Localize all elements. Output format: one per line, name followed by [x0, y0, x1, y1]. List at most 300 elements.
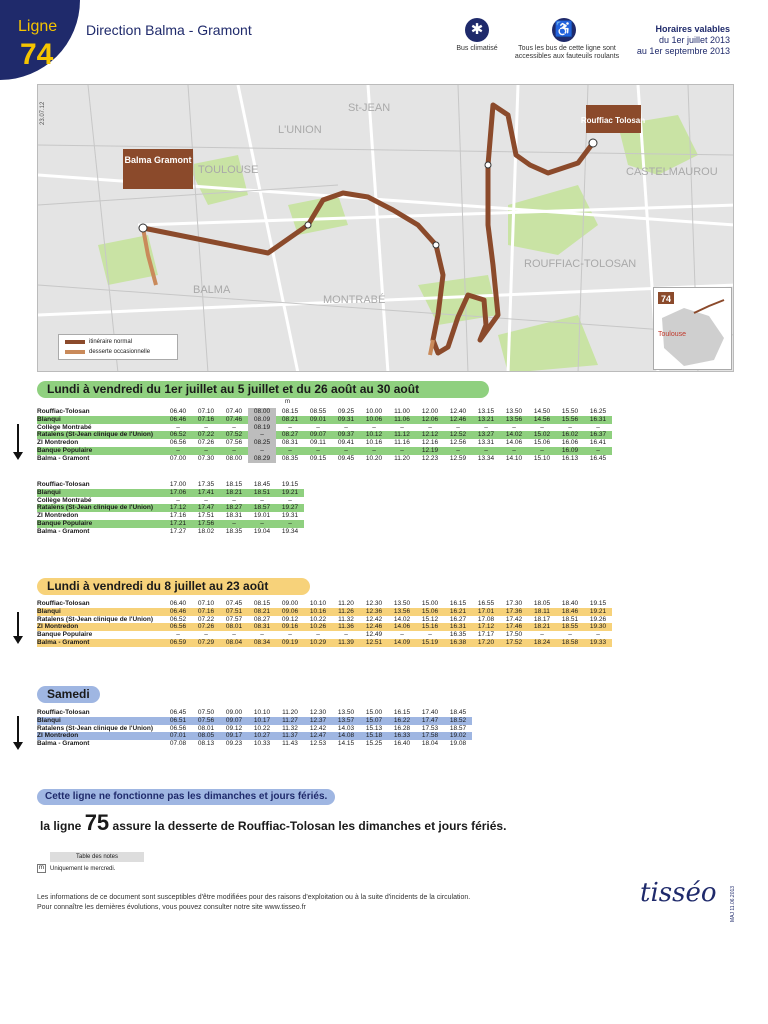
timetable-row — [37, 431, 612, 439]
departure-time: 13.50 — [393, 600, 411, 607]
departure-time: 19.15 — [281, 481, 299, 488]
departure-time: 13.34 — [477, 454, 495, 462]
departure-time: 09.15 — [309, 454, 327, 462]
departure-time: 12.19 — [421, 446, 439, 454]
departure-time: 17.47 — [197, 504, 215, 512]
departure-time: 07.56 — [197, 716, 215, 724]
departure-time: 18.27 — [225, 504, 243, 512]
departure-time: 12.56 — [449, 439, 467, 447]
departure-time: 08.31 — [281, 439, 299, 447]
inset-label: Toulouse — [658, 331, 687, 338]
departure-time: 17.12 — [169, 504, 187, 512]
departure-time: 09.41 — [337, 439, 355, 447]
departure-time: 09.17 — [225, 732, 243, 740]
departure-time: 07.08 — [169, 740, 187, 748]
departure-time: 06.46 — [169, 415, 187, 423]
departure-time: – — [232, 496, 236, 504]
stop-name: Banque Populaire — [37, 631, 93, 639]
departure-time: 18.02 — [197, 527, 215, 535]
departure-time: 14.50 — [533, 408, 551, 415]
departure-time: 15.13 — [365, 724, 383, 732]
departure-time: 08.01 — [197, 724, 215, 732]
departure-time: – — [484, 446, 488, 454]
line-75-prefix: la ligne — [40, 819, 82, 833]
map-place-balma: BALMA — [193, 284, 231, 296]
departure-time: 09.07 — [225, 716, 243, 724]
departure-time: – — [540, 423, 544, 431]
departure-time: 16.31 — [589, 415, 607, 423]
stop-name: ZI Montredon — [37, 439, 79, 447]
update-stamp: MAJ 11.06.2013 — [730, 885, 736, 922]
inset-number: 74 — [660, 294, 672, 304]
stop-name: ZI Montredon — [37, 732, 79, 740]
air-conditioning-label: Bus climatisé — [456, 45, 498, 52]
departure-time: – — [344, 423, 348, 431]
departure-time: 10.10 — [253, 709, 271, 716]
timetable-row — [37, 504, 304, 512]
departure-time: 07.26 — [197, 623, 215, 631]
departure-time: – — [204, 423, 208, 431]
departure-time: 12.46 — [365, 623, 383, 631]
map-place-lunion: L'UNION — [278, 124, 322, 136]
schedule-weekday-early-title: Lundi à vendredi du 1er juillet au 5 juillet et du 26 août au 30 août — [37, 381, 489, 398]
timetable-row — [37, 725, 472, 733]
departure-time: 16.02 — [561, 431, 579, 439]
departure-time: 10.16 — [309, 607, 327, 615]
departure-time: 17.21 — [169, 519, 187, 527]
departure-time: 10.16 — [365, 439, 383, 447]
validity-from: du 1er juillet 2013 — [658, 35, 730, 45]
departure-time: 08.34 — [253, 638, 271, 646]
departure-time: 12.51 — [365, 638, 383, 646]
departure-time: 06.56 — [169, 724, 187, 732]
timetable-row — [37, 408, 612, 416]
departure-time: – — [372, 446, 376, 454]
departure-time: – — [204, 446, 208, 454]
departure-time: 07.46 — [225, 415, 243, 423]
tisseo-logo[interactable]: tisséo — [640, 878, 717, 908]
map-place-rouffiac: ROUFFIAC-TOLOSAN — [524, 258, 637, 270]
departure-time: 18.52 — [449, 716, 467, 724]
line-badge — [0, 0, 80, 80]
departure-time: – — [400, 631, 404, 639]
departure-time: 12.42 — [309, 724, 327, 732]
departure-time: 14.06 — [505, 439, 523, 447]
departure-time: 09.25 — [337, 408, 355, 415]
stop-name: Balma - Gramont — [37, 527, 90, 535]
departure-time: 12.37 — [309, 716, 327, 724]
departure-time: 16.15 — [449, 600, 467, 607]
departure-time: 08.01 — [225, 623, 243, 631]
departure-time: 07.40 — [225, 408, 243, 415]
departure-time: 16.35 — [449, 631, 467, 639]
departure-time: 16.15 — [393, 709, 411, 716]
departure-time: – — [596, 423, 600, 431]
departure-time: 07.16 — [197, 607, 215, 615]
departure-time: 17.40 — [421, 709, 439, 716]
departure-time: 19.01 — [253, 512, 271, 520]
timetable-row — [37, 520, 304, 528]
departure-time: – — [248, 447, 276, 455]
departure-time: 07.52 — [225, 431, 243, 439]
departure-time: 08.35 — [281, 454, 299, 462]
departure-time: 12.36 — [365, 607, 383, 615]
departure-time: 10.33 — [253, 740, 271, 748]
departure-time: 15.19 — [421, 638, 439, 646]
departure-time: 09.31 — [337, 415, 355, 423]
departure-time: 10.26 — [309, 623, 327, 631]
stop-name: Banque Populaire — [37, 446, 93, 454]
departure-time: 13.21 — [477, 415, 495, 423]
timetable-row — [37, 631, 612, 639]
departure-time: – — [232, 631, 236, 639]
departure-time: 10.06 — [365, 415, 383, 423]
departure-time: – — [288, 496, 292, 504]
departure-time: 16.09 — [561, 446, 579, 454]
departure-time: 09.12 — [281, 615, 299, 623]
departure-time: 16.13 — [561, 454, 579, 462]
departure-time: – — [400, 423, 404, 431]
stop-name: Rouffiac-Tolosan — [37, 709, 90, 716]
departure-time: 08.04 — [225, 638, 243, 646]
departure-time: 12.40 — [449, 408, 467, 415]
departure-time: – — [232, 423, 236, 431]
map-terminus-start: Balma Gramont — [124, 155, 192, 165]
departure-time: 09.16 — [281, 623, 299, 631]
departure-time: 18.15 — [225, 481, 243, 488]
disclaimer-line-1: Les informations de ce document sont susceptibles d'être modifiées pour des raisons d'exploitation ou à la suite d'incidents de la circulation. — [37, 894, 471, 901]
departure-time: 12.12 — [421, 431, 439, 439]
departure-time: 17.52 — [505, 638, 523, 646]
departure-time: 11.43 — [282, 740, 298, 748]
map-legend — [58, 334, 178, 360]
schedule-summer-title: Lundi à vendredi du 8 juillet au 23 août — [37, 578, 310, 595]
timetable-row — [37, 481, 304, 489]
departure-time: – — [204, 631, 208, 639]
departure-time: 16.25 — [589, 408, 607, 415]
departure-time: 07.22 — [197, 615, 215, 623]
departure-time: – — [316, 423, 320, 431]
departure-time: 11.26 — [338, 607, 354, 615]
departure-time: 15.25 — [365, 740, 383, 748]
departure-time: 09.12 — [225, 724, 243, 732]
departure-time: 15.02 — [533, 431, 551, 439]
no-sunday-service-notice: Cette ligne ne fonctionne pas les dimanches et jours fériés. — [37, 789, 335, 805]
departure-time: 17.58 — [421, 732, 439, 740]
departure-time: 16.22 — [393, 716, 411, 724]
departure-time: – — [596, 631, 600, 639]
departure-time: 11.36 — [338, 623, 354, 631]
departure-time: 19.31 — [281, 512, 299, 520]
timetable-row — [37, 512, 304, 520]
departure-time: 17.01 — [477, 607, 495, 615]
disclaimer — [37, 893, 470, 913]
departure-time: 10.00 — [365, 408, 383, 415]
departure-time: – — [400, 446, 404, 454]
validity-title: Horaires valables — [655, 24, 730, 34]
departure-time: – — [176, 423, 180, 431]
departure-time: 16.40 — [393, 740, 411, 748]
departure-time: 18.11 — [534, 607, 550, 615]
departure-time: 07.50 — [197, 709, 215, 716]
direction-arrow-1 — [13, 424, 23, 460]
line-75-number: 75 — [84, 810, 110, 835]
timetable-row — [37, 424, 612, 432]
departure-time: – — [428, 631, 432, 639]
departure-time: 11.20 — [394, 454, 410, 462]
departure-time: 11.27 — [282, 716, 298, 724]
timetable-row — [37, 489, 304, 497]
departure-time: 12.30 — [365, 600, 383, 607]
departure-time: 16.21 — [449, 607, 467, 615]
departure-time: 09.01 — [309, 415, 327, 423]
departure-time: 18.05 — [533, 600, 551, 607]
stop-name: Banque Populaire — [37, 519, 93, 527]
departure-time: 10.10 — [309, 600, 327, 607]
departure-time: 19.26 — [589, 615, 607, 623]
departure-time: 07.16 — [197, 415, 215, 423]
departure-time: 18.45 — [253, 481, 271, 488]
departure-time: 13.56 — [505, 415, 523, 423]
stop-name: Rouffiac-Tolosan — [37, 481, 90, 488]
timetable-row — [37, 600, 612, 608]
departure-time: – — [540, 446, 544, 454]
departure-time: – — [512, 423, 516, 431]
departure-time: – — [260, 519, 264, 527]
departure-time: 14.10 — [505, 454, 523, 462]
departure-time: 17.56 — [197, 519, 215, 527]
departure-time: 14.15 — [337, 740, 355, 748]
departure-time: 08.25 — [248, 439, 276, 447]
departure-time: 10.22 — [253, 724, 271, 732]
timetable-row — [37, 623, 612, 631]
departure-time: 12.42 — [365, 615, 383, 623]
departure-time: 11.16 — [394, 439, 410, 447]
stop-name: Blanqui — [37, 607, 61, 615]
departure-time: 14.06 — [393, 623, 411, 631]
departure-time: 19.21 — [589, 607, 607, 615]
departure-time: 18.58 — [561, 638, 579, 646]
departure-time: 06.52 — [169, 431, 187, 439]
departure-time: 08.00 — [225, 454, 243, 462]
departure-time: 07.01 — [169, 732, 187, 740]
schedule-weekday-early-table-1 — [37, 408, 612, 463]
departure-time: – — [596, 446, 600, 454]
map-place-montrabe: MONTRABÉ — [323, 294, 386, 306]
schedule-saturday-table — [37, 709, 472, 748]
timetable-row — [37, 639, 612, 647]
departure-time: 18.04 — [421, 740, 439, 748]
departure-time: 18.35 — [225, 527, 243, 535]
departure-time: – — [260, 496, 264, 504]
departure-time: 07.00 — [169, 454, 187, 462]
departure-time: 10.29 — [309, 638, 327, 646]
departure-time: 16.41 — [589, 439, 607, 447]
timetable-row — [37, 416, 612, 424]
departure-time: 08.29 — [248, 455, 276, 463]
departure-time: 15.18 — [365, 732, 383, 740]
stop-name: Rataïens (St-Jean clinique de l'Union) — [37, 615, 154, 623]
departure-time: 08.21 — [281, 415, 299, 423]
departure-time: 14.09 — [393, 638, 411, 646]
timetable-row — [37, 616, 612, 624]
map-place-saint-jean: St-JEAN — [348, 102, 391, 114]
departure-time: 16.55 — [477, 600, 495, 607]
departure-time: – — [260, 631, 264, 639]
notes-text: Uniquement le mercredi. — [50, 865, 116, 872]
departure-time: 09.23 — [225, 740, 243, 748]
departure-time: 07.30 — [197, 454, 215, 462]
departure-time: 15.00 — [365, 709, 383, 716]
departure-time: 07.10 — [197, 600, 215, 607]
stop-name: Rouffiac-Tolosan — [37, 600, 90, 607]
departure-time: 19.30 — [589, 623, 607, 631]
departure-time: 11.00 — [394, 408, 410, 415]
air-conditioning-icon: ✱ — [465, 18, 489, 42]
departure-time: 17.50 — [505, 631, 523, 639]
departure-time: 06.59 — [169, 638, 187, 646]
departure-time: – — [344, 446, 348, 454]
departure-time: 12.06 — [421, 415, 439, 423]
stop-name: Blanqui — [37, 488, 61, 496]
departure-time: 19.33 — [589, 638, 607, 646]
departure-time: 16.31 — [449, 623, 467, 631]
departure-time: 09.06 — [281, 607, 299, 615]
departure-time: 07.10 — [197, 408, 215, 415]
direction-title: Direction Balma - Gramont — [86, 22, 252, 38]
departure-time: – — [232, 519, 236, 527]
departure-time: 06.56 — [169, 623, 187, 631]
departure-time: – — [316, 631, 320, 639]
departure-time: 12.49 — [365, 631, 383, 639]
timetable-row — [37, 608, 612, 616]
departure-time: 11.20 — [282, 709, 298, 716]
departure-time: 17.12 — [477, 623, 495, 631]
direction-arrow-2 — [13, 612, 23, 648]
departure-time: 18.17 — [533, 615, 551, 623]
departure-time: 06.40 — [169, 600, 187, 607]
departure-time: 08.19 — [248, 424, 276, 432]
departure-time: – — [248, 431, 276, 439]
departure-time: – — [372, 423, 376, 431]
stop-name: Blanqui — [37, 415, 61, 423]
wheelchair-icon: ♿ — [552, 18, 576, 42]
departure-time: 08.31 — [253, 623, 271, 631]
departure-time: 06.46 — [169, 607, 187, 615]
note-marker: m — [285, 399, 290, 405]
map-canvas — [38, 85, 734, 372]
departure-time: 19.04 — [253, 527, 271, 535]
departure-time: – — [176, 496, 180, 504]
direction-arrow-3 — [13, 716, 23, 752]
departure-time: – — [316, 446, 320, 454]
departure-time: 19.34 — [281, 527, 299, 535]
departure-time: 16.28 — [393, 724, 411, 732]
departure-time: 16.06 — [561, 439, 579, 447]
line-75-notice — [40, 810, 506, 836]
stop-name: Rataïens (St-Jean clinique de l'Union) — [37, 431, 154, 439]
departure-time: 08.05 — [197, 732, 215, 740]
departure-time: 09.37 — [337, 431, 355, 439]
departure-time: 07.56 — [225, 439, 243, 447]
departure-time: 08.27 — [281, 431, 299, 439]
departure-time: – — [288, 519, 292, 527]
departure-time: 09.11 — [310, 439, 326, 447]
schedule-weekday-early-table-2 — [37, 481, 304, 536]
departure-time: 06.51 — [169, 716, 187, 724]
departure-time: 17.16 — [169, 512, 187, 520]
line-label: Ligne — [18, 18, 58, 35]
departure-time: 12.00 — [421, 408, 439, 415]
departure-time: 18.40 — [561, 600, 579, 607]
departure-time: – — [484, 423, 488, 431]
departure-time: 17.36 — [505, 607, 523, 615]
notes-marker: m — [39, 865, 44, 871]
departure-time: 16.38 — [449, 638, 467, 646]
departure-time: 07.26 — [197, 439, 215, 447]
map-date-stamp: 23.07.12 — [40, 101, 46, 125]
departure-time: 17.53 — [421, 724, 439, 732]
stop-name: Collège Montrabé — [37, 496, 92, 504]
departure-time: 16.37 — [589, 431, 607, 439]
notes-header: Table des notes — [50, 852, 144, 862]
departure-time: 15.12 — [421, 615, 439, 623]
departure-time: 15.07 — [365, 716, 383, 724]
timetable-row — [37, 709, 472, 717]
departure-time: 13.27 — [477, 431, 495, 439]
inset-canvas — [654, 288, 733, 371]
departure-time: – — [512, 446, 516, 454]
departure-time: 15.06 — [421, 607, 439, 615]
departure-time: 15.10 — [533, 454, 551, 462]
departure-time: – — [456, 446, 460, 454]
departure-time: 15.00 — [421, 600, 439, 607]
departure-time: 18.51 — [561, 615, 579, 623]
route-map — [37, 84, 734, 372]
departure-time: 09.00 — [225, 709, 243, 716]
departure-time: 12.46 — [449, 415, 467, 423]
timetable-row — [37, 732, 472, 740]
stop-name: ZI Montredon — [37, 512, 79, 520]
timetable-row — [37, 497, 304, 505]
departure-time: 13.31 — [477, 439, 495, 447]
departure-time: 08.09 — [248, 416, 276, 424]
departure-time: 08.15 — [281, 408, 299, 415]
departure-time: 10.27 — [253, 732, 271, 740]
departure-time: 18.21 — [225, 488, 243, 496]
stop-name: Rataïens (St-Jean clinique de l'Union) — [37, 724, 154, 732]
departure-time: – — [288, 423, 292, 431]
departure-time: – — [456, 423, 460, 431]
departure-time: 17.46 — [505, 623, 523, 631]
line-number: 74 — [20, 38, 54, 71]
departure-time: 18.51 — [253, 488, 271, 496]
departure-time: 11.32 — [338, 615, 354, 623]
timetable-row — [37, 740, 472, 748]
schedule-summer-table — [37, 600, 612, 647]
departure-time: 08.13 — [197, 740, 215, 748]
departure-time: 12.53 — [309, 740, 327, 748]
departure-time: – — [204, 496, 208, 504]
departure-time: 17.08 — [477, 615, 495, 623]
stop-name: Balma - Gramont — [37, 638, 90, 646]
departure-time: 14.02 — [393, 615, 411, 623]
wheelchair-label: Tous les bus de cette ligne sont accessibles aux fauteuils roulants — [514, 45, 620, 60]
departure-time: – — [568, 631, 572, 639]
departure-time: 17.27 — [169, 527, 187, 535]
departure-time: 08.21 — [253, 607, 271, 615]
departure-time: 17.20 — [477, 638, 495, 646]
